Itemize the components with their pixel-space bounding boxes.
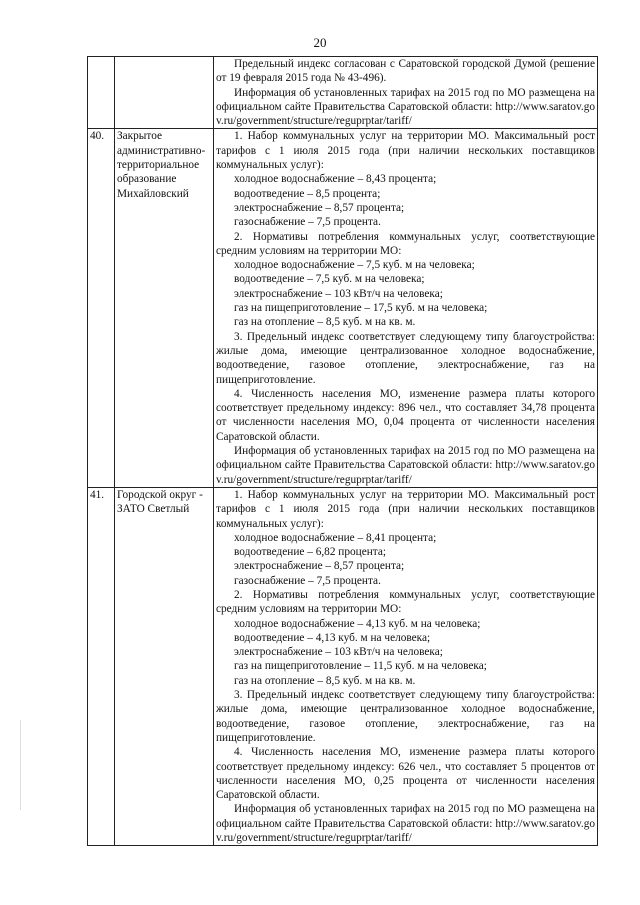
norms-intro: 2. Нормативы потребления коммунальных услуг, соответствующие средним условиям на территории МО: xyxy=(216,588,595,616)
list-item: газ на отопление – 8,5 куб. м на кв. м. xyxy=(234,674,416,687)
list-item: газоснабжение – 7,5 процента. xyxy=(234,216,381,229)
municipality-name: Городской округ - ЗАТО Светлый xyxy=(115,487,214,845)
paragraph-tariff-info: Информация об установленных тарифах на 2015 год по МО размещена на официальном сайте Правительства Саратовской области: http://www.saratov.gov.ru/government/structure/reguprptar/tariff/ xyxy=(216,86,595,128)
table-row-continuation xyxy=(88,57,598,129)
list-item: газ на пищеприготовление – 17,5 куб. м на человека; xyxy=(234,302,488,315)
page-number: 20 xyxy=(313,35,327,50)
row-number: 41. xyxy=(88,487,115,845)
list-item: газ на пищеприготовление – 11,5 куб. м на человека; xyxy=(234,660,487,673)
row-number: 40. xyxy=(88,129,115,487)
list-item: газ на отопление – 8,5 куб. м на кв. м. xyxy=(234,316,416,329)
list-item: водоотведение – 4,13 куб. м на человека; xyxy=(234,631,431,644)
paragraph-index-approval: Предельный индекс согласован с Саратовской городской Думой (решение от 19 февраля 2015 года № 43-496). xyxy=(216,58,595,85)
list-item: холодное водоснабжение – 8,41 процента; xyxy=(234,531,437,544)
municipality-name: Закрытое административно-территориальное образование Михайловский xyxy=(115,129,214,487)
population-paragraph: 4. Численность населения МО, изменение размера платы которого соответствует предельному индексу: 896 чел., что составляет 34,78 процента от численности населения МО, 0,04 процента от численности населения Саратовской области. xyxy=(216,387,595,443)
services-intro: 1. Набор коммунальных услуг на территории МО. Максимальный рост тарифов с 1 июля 2015 года (при наличии нескольких поставщиков коммунальных услуг): xyxy=(216,130,595,172)
list-item: холодное водоснабжение – 4,13 куб. м на человека; xyxy=(234,617,481,630)
list-item: электроснабжение – 8,57 процента; xyxy=(234,201,405,214)
details-cell xyxy=(214,129,598,487)
table-row-41 xyxy=(88,487,598,845)
details-cell xyxy=(214,57,598,129)
list-item: холодное водоснабжение – 8,43 процента; xyxy=(234,173,437,186)
list-item: газоснабжение – 7,5 процента. xyxy=(234,574,381,587)
index-type-paragraph: 3. Предельный индекс соответствует следующему типу благоустройства: жилые дома, имеющие централизованное холодное водоснабжение, водоотведение, газовое отопление, электроснабжение, газ на пищеприготовление. xyxy=(216,330,595,386)
services-intro: 1. Набор коммунальных услуг на территории МО. Максимальный рост тарифов с 1 июля 2015 года (при наличии нескольких поставщиков коммунальных услуг): xyxy=(216,488,595,530)
list-item: водоотведение – 8,5 процента; xyxy=(234,187,381,200)
list-item: электроснабжение – 103 кВт/ч на человека; xyxy=(234,287,443,300)
list-item: водоотведение – 6,82 процента; xyxy=(234,546,386,559)
scan-artifact-line xyxy=(20,720,21,810)
tariff-info-paragraph: Информация об установленных тарифах на 2015 год по МО размещена на официальном сайте Правительства Саратовской области: http://www.saratov.gov.ru/government/structure/reguprptar/tariff/ xyxy=(216,445,595,486)
municipality-name-cell xyxy=(115,57,214,129)
population-paragraph: 4. Численность населения МО, изменение размера платы которого соответствует предельному индексу: 626 чел., что составляет 5 процентов от численности населения МО, 0,25 процента от численности населения Саратовской области. xyxy=(216,746,595,802)
index-type-paragraph: 3. Предельный индекс соответствует следующему типу благоустройства: жилые дома, имеющие централизованное холодное водоснабжение, водоотведение, газовое отопление, электроснабжение, газ на пищеприготовление. xyxy=(216,689,595,744)
details-cell xyxy=(214,487,598,845)
row-number-cell xyxy=(88,57,115,129)
norms-intro: 2. Нормативы потребления коммунальных услуг, соответствующие средним условиям на территории МО: xyxy=(216,230,595,257)
list-item: водоотведение – 7,5 куб. м на человека; xyxy=(234,273,425,286)
list-item: электроснабжение – 8,57 процента; xyxy=(234,560,405,573)
tariff-info-paragraph: Информация об установленных тарифах на 2015 год по МО размещена на официальном сайте Правительства Саратовской области: http://www.saratov.gov.ru/government/structure/reguprptar/tariff/ xyxy=(216,803,595,845)
list-item: электроснабжение – 103 кВт/ч на человека; xyxy=(234,646,443,659)
tariff-table xyxy=(87,56,598,846)
list-item: холодное водоснабжение – 7,5 куб. м на человека; xyxy=(234,259,475,272)
table-row-40 xyxy=(88,129,598,487)
